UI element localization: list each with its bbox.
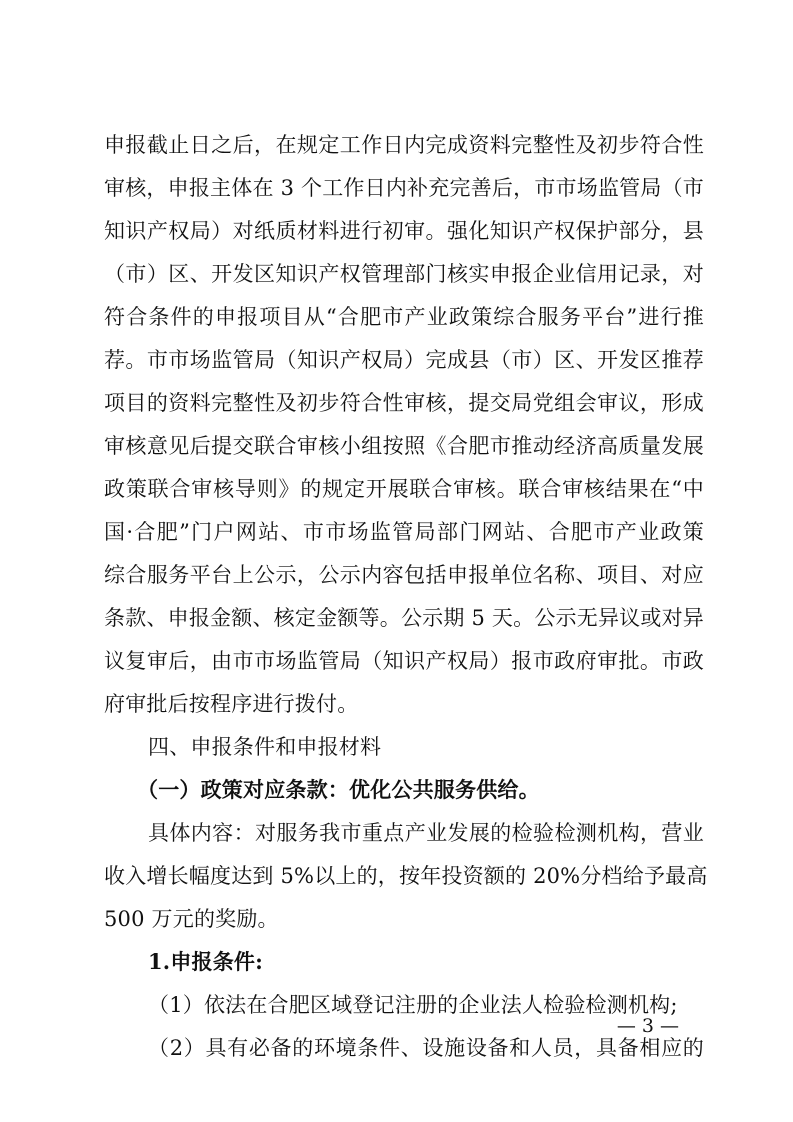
condition-item: （2）具有必备的环境条件、设施设备和人员，具备相应的 [148, 1036, 704, 1060]
paragraph-line: 审核，申报主体在 3 个工作日内补充完善后，市市场监管局（市 [104, 176, 704, 200]
section-heading: 四、申报条件和申报材料 [148, 735, 382, 759]
paragraph-line: 申报截止日之后，在规定工作日内完成资料完整性及初步符合性 [104, 133, 704, 157]
content-line: 具体内容：对服务我市重点产业发展的检验检测机构，营业 [148, 821, 704, 845]
paragraph-line: 综合服务平台上公示，公示内容包括申报单位名称、项目、对应 [104, 563, 704, 587]
conditions-heading: 1.申报条件: [148, 949, 264, 974]
content-line: 收入增长幅度达到 5%以上的，按年投资额的 20%分档给予最高 [104, 864, 708, 888]
content-line: 500 万元的奖励。 [104, 907, 279, 931]
paragraph-line: 府审批后按程序进行拨付。 [104, 692, 359, 716]
paragraph-line: 国·合肥”门户网站、市市场监管局部门网站、合肥市产业政策 [104, 520, 704, 544]
paragraph-line: （市）区、开发区知识产权管理部门核实申报企业信用记录，对 [104, 262, 704, 286]
paragraph-line: 审核意见后提交联合审核小组按照《合肥市推动经济高质量发展 [104, 434, 704, 458]
paragraph-line: 条款、申报金额、核定金额等。公示期 5 天。公示无异议或对异 [104, 606, 704, 630]
page-number: — 3 — [616, 1015, 679, 1037]
paragraph-line: 符合条件的申报项目从“合肥市产业政策综合服务平台”进行推 [104, 305, 704, 329]
paragraph-line: 荐。市市场监管局（知识产权局）完成县（市）区、开发区推荐 [104, 348, 704, 372]
subsection-heading: （一）政策对应条款：优化公共服务供给。 [137, 777, 540, 802]
paragraph-line: 政策联合审核导则》的规定开展联合审核。联合审核结果在“中 [104, 477, 704, 501]
condition-item: （1）依法在合肥区域登记注册的企业法人检验检测机构; [148, 993, 678, 1017]
paragraph-line: 知识产权局）对纸质材料进行初审。强化知识产权保护部分，县 [104, 219, 704, 243]
paragraph-line: 项目的资料完整性及初步符合性审核，提交局党组会审议，形成 [104, 391, 704, 415]
paragraph-line: 议复审后，由市市场监管局（知识产权局）报市政府审批。市政 [104, 649, 704, 673]
